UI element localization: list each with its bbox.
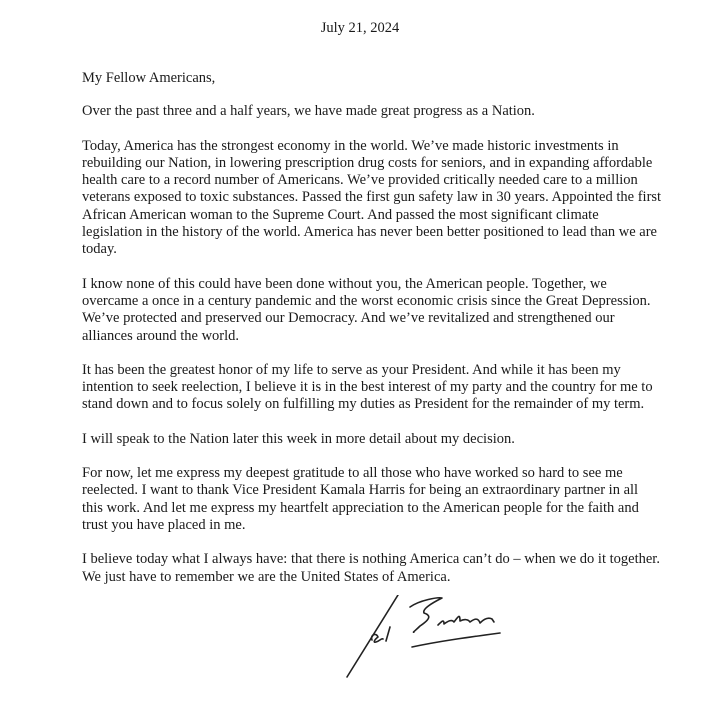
paragraph: I know none of this could have been done without you, the American people. Together, we overcame a once in a century pandemic and the worst economic crisis since the Great Depression. We’ve protected and preserved our Democracy. And we’ve revitalized and strengthened our alliances around the world.	[82, 275, 651, 344]
paragraph: I will speak to the Nation later this week in more detail about my decision.	[82, 430, 515, 447]
paragraph: For now, let me express my deepest gratitude to all those who have worked so hard to see me reelected. I want to thank Vice President Kamala Harris for being an extraordinary partner in all this work. And let me express my heartfelt appreciation to the American people for the faith and trust you have placed in me.	[82, 465, 639, 533]
handwritten-signature	[320, 595, 550, 695]
salutation: My Fellow Americans,	[82, 70, 216, 86]
signature-stroke	[386, 627, 390, 641]
signature-stroke	[412, 633, 500, 647]
paragraph: Today, America has the strongest economy in the world. We’ve made historic investments in rebuilding our Nation, in lowering prescription drug costs for seniors, and in expanding affordable health care to a record number of Americans. We’ve provided critically needed care to a million veterans exposed to toxic substances. Passed the first gun safety law in 30 years. Appointed the first African American woman to the Supreme Court. And passed the most significant climate legislation in the history of the world. America has never been better positioned to lead than we are today.	[82, 137, 662, 258]
paragraph: It has been the greatest honor of my life to serve as your President. And while it has been my intention to seek reelection, I believe it is in the best interest of my party and the country for me to stand down and to focus solely on fulfilling my duties as President for the remainder of my term.	[82, 361, 653, 413]
signature-stroke	[438, 616, 494, 625]
paragraph: I believe today what I always have: that there is nothing America can’t do – when we do it together. We just have to remember we are the United States of America.	[82, 551, 660, 585]
signature-stroke	[410, 598, 442, 632]
letter-date: July 21, 2024	[320, 20, 400, 36]
signature-stroke	[372, 634, 383, 642]
letter-body	[82, 70, 662, 603]
paragraph: Over the past three and a half years, we have made great progress as a Nation.	[82, 103, 535, 120]
